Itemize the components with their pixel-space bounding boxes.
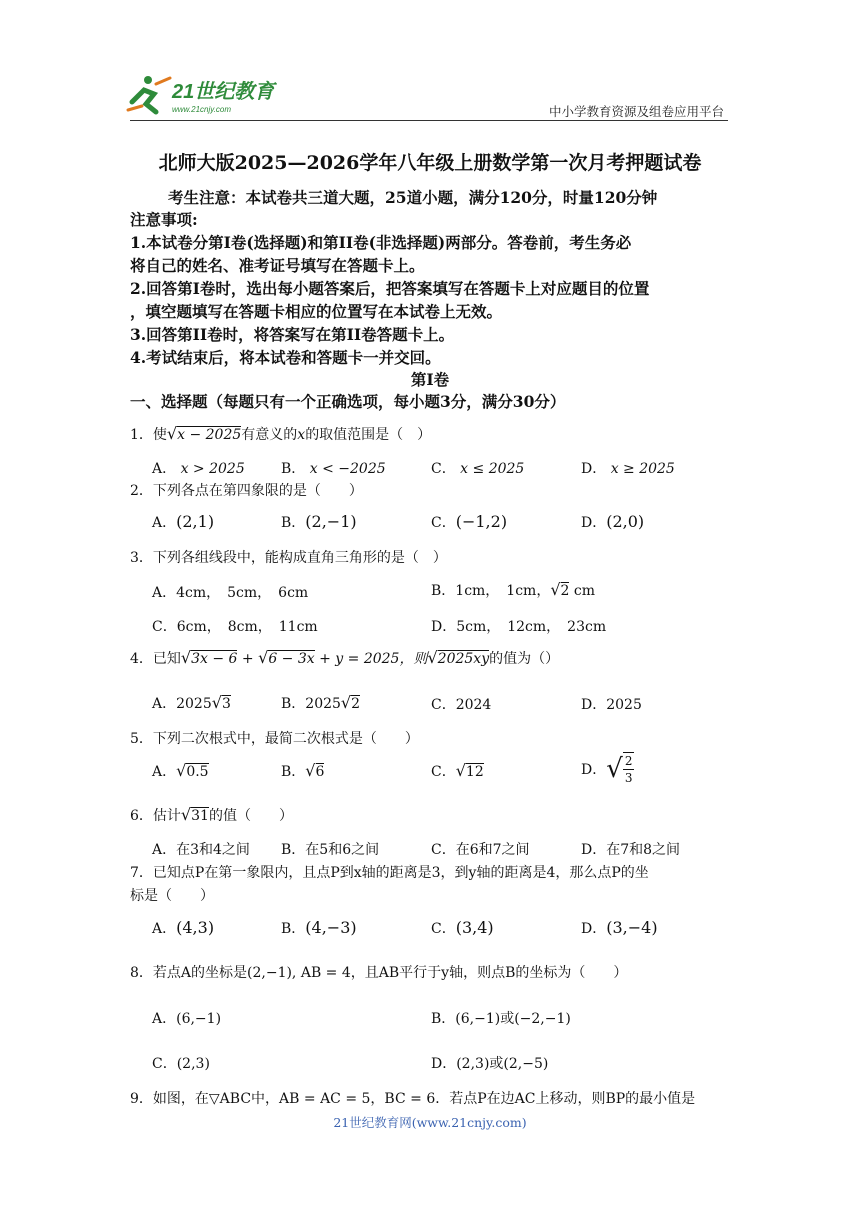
q4-option-a[interactable]: A．2025√3 bbox=[152, 693, 231, 712]
question-7: 7．已知点P在第一象限内，且点P到x轴的距离是3，到y轴的距离是4，那么点P的坐 bbox=[130, 865, 649, 881]
note-line: 1.本试卷分第Ⅰ卷(选择题)和第II卷(非选择题)两部分。答卷前，考生务必 bbox=[130, 233, 632, 252]
q3-option-b[interactable]: B．1cm， 1cm，√2 cm bbox=[431, 580, 596, 599]
question-5: 5．下列二次根式中，最简二次根式是（ ） bbox=[130, 731, 419, 747]
q1-option-c[interactable]: C． x ≤ 2025 bbox=[431, 461, 525, 477]
runner-logo-icon bbox=[126, 72, 296, 116]
question-8: 8．若点A的坐标是(2,−1), AB = 4，且AB平行于y轴，则点B的坐标为（ ） bbox=[130, 965, 628, 981]
q5-option-c[interactable]: C．√12 bbox=[431, 761, 484, 780]
q8-option-b[interactable]: B．(6,−1)或(−2,−1) bbox=[431, 1011, 571, 1027]
note-line: 4.考试结束后，将本试卷和答题卡一并交回。 bbox=[130, 348, 441, 367]
q5-option-d[interactable]: D．√ $\frac{2}{3}$ bbox=[581, 754, 633, 785]
part-title: 第Ⅰ卷 bbox=[410, 370, 450, 389]
q7-option-a[interactable]: A．(4,3) bbox=[152, 918, 215, 937]
q5-option-b[interactable]: B．√6 bbox=[281, 761, 325, 780]
question-2: 2．下列各点在第四象限的是（ ） bbox=[130, 483, 363, 499]
note-line: ，填空题填写在答题卡相应的位置写在本试卷上无效。 bbox=[130, 302, 503, 321]
note-line: 2.回答第Ⅰ卷时，选出每小题答案后，把答案填写在答题卡上对应题目的位置 bbox=[130, 279, 650, 298]
q7-option-d[interactable]: D．(3,−4) bbox=[581, 918, 658, 937]
q5-option-a[interactable]: A．√0.5 bbox=[152, 761, 209, 780]
page-title: 北师大版2025—2026学年八年级上册数学第一次月考押题试卷 bbox=[158, 152, 702, 174]
q3-option-a[interactable]: A．4cm， 5cm， 6cm bbox=[152, 585, 309, 601]
question-3: 3．下列各组线段中，能构成直角三角形的是（ ） bbox=[130, 550, 447, 566]
question-4: 4．已知√3x − 6 + √6 − 3x + y = 2025，则√2025xy的值为（） bbox=[130, 648, 560, 667]
q4-option-c[interactable]: C．2024 bbox=[431, 697, 492, 713]
logo bbox=[126, 72, 296, 116]
q2-option-b[interactable]: B．(2,−1) bbox=[281, 512, 357, 531]
q8-option-c[interactable]: C．(2,3) bbox=[152, 1056, 210, 1072]
q3-option-c[interactable]: C．6cm， 8cm， 11cm bbox=[152, 619, 318, 635]
q4-option-b[interactable]: B．2025√2 bbox=[281, 693, 361, 712]
q2-option-a[interactable]: A．(2,1) bbox=[152, 512, 215, 531]
svg-text:21世纪教育: 21世纪教育 bbox=[172, 81, 275, 103]
question-9: 9．如图，在▽ABC中，AB = AC = 5，BC = 6．若点P在边AC上移动，则BP的最小值是 bbox=[130, 1091, 696, 1107]
q2-option-c[interactable]: C．(−1,2) bbox=[431, 512, 508, 531]
q6-option-a[interactable]: A．在3和4之间 bbox=[152, 842, 250, 858]
q2-option-d[interactable]: D．(2,0) bbox=[581, 512, 645, 531]
q7-option-b[interactable]: B．(4,−3) bbox=[281, 918, 357, 937]
notice-line: 考生注意：本试卷共三道大题，25道小题，满分120分，时量120分钟 bbox=[168, 188, 658, 207]
q6-option-d[interactable]: D．在7和8之间 bbox=[581, 842, 681, 858]
note-line: 将自己的姓名、准考证号填写在答题卡上。 bbox=[130, 256, 425, 275]
q1-option-a[interactable]: A． x > 2025 bbox=[152, 461, 245, 477]
q8-option-a[interactable]: A．(6,−1) bbox=[152, 1011, 222, 1027]
note-line: 3.回答第II卷时，将答案写在第II卷答题卡上。 bbox=[130, 325, 455, 344]
q6-option-b[interactable]: B．在5和6之间 bbox=[281, 842, 380, 858]
notes-title: 注意事项: bbox=[130, 210, 198, 229]
header-divider bbox=[130, 120, 728, 121]
question-7-cont: 标是（ ） bbox=[130, 888, 214, 904]
q3-option-d[interactable]: D．5cm， 12cm， 23cm bbox=[431, 619, 607, 635]
q6-option-c[interactable]: C．在6和7之间 bbox=[431, 842, 530, 858]
question-6: 6．估计√31的值（ ） bbox=[130, 805, 293, 824]
q7-option-c[interactable]: C．(3,4) bbox=[431, 918, 494, 937]
q8-option-d[interactable]: D．(2,3)或(2,−5) bbox=[431, 1056, 549, 1072]
svg-text:www.21cnjy.com: www.21cnjy.com bbox=[172, 105, 231, 114]
q1-option-b[interactable]: B． x < −2025 bbox=[281, 461, 386, 477]
question-1: 1．使√x − 2025有意义的x的取值范围是（ ） bbox=[130, 424, 432, 443]
q4-option-d[interactable]: D．2025 bbox=[581, 697, 642, 713]
header-platform-text: 中小学教育资源及组卷应用平台 bbox=[548, 104, 724, 119]
q1-option-d[interactable]: D． x ≥ 2025 bbox=[581, 461, 675, 477]
section-heading: 一、选择题（每题只有一个正确选项，每小题3分，满分30分） bbox=[130, 392, 566, 411]
footer-link[interactable]: 21世纪教育网(www.21cnjy.com) bbox=[333, 1115, 527, 1130]
